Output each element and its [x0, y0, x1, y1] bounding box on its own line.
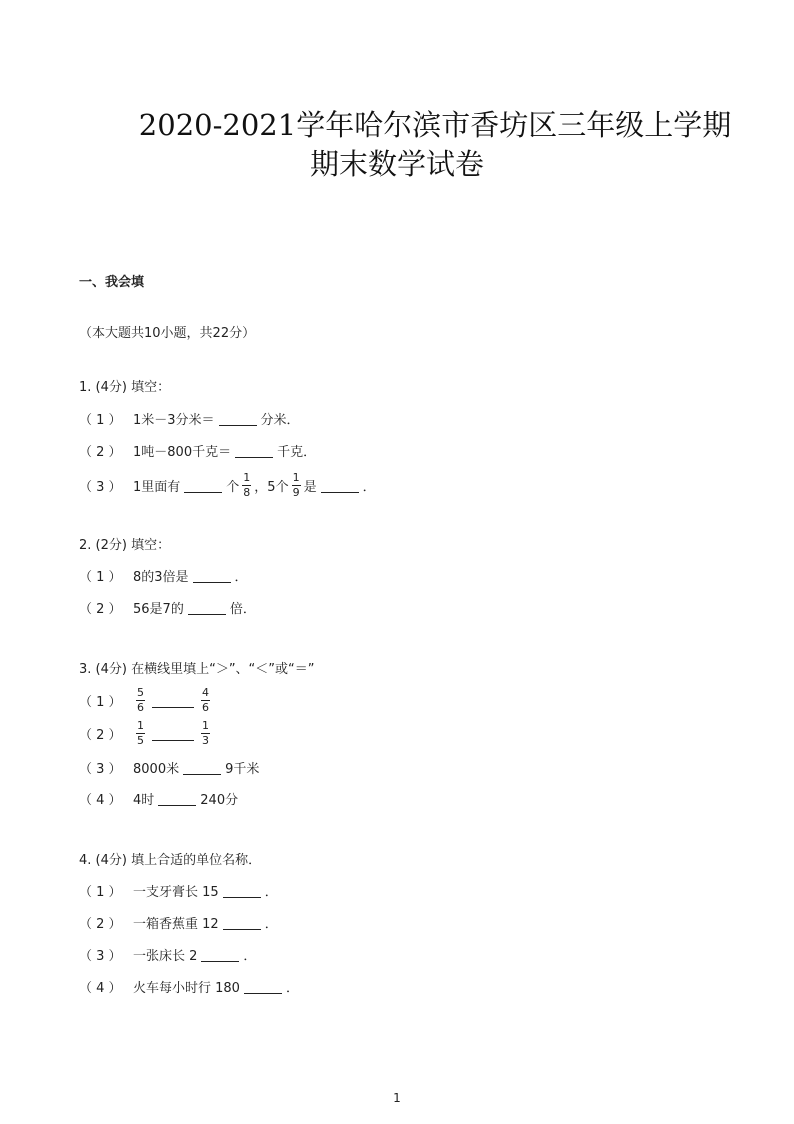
item-index: （ 4 ） [79, 792, 122, 808]
question-4-item-1 [79, 878, 278, 902]
item-text: 个 [226, 479, 240, 495]
item-text: 一箱香蕉重 12 [133, 916, 219, 932]
page-number: 1 [393, 1091, 401, 1105]
item-text: 4时 [133, 792, 155, 808]
answer-blank[interactable] [244, 979, 282, 994]
question-3-title: 3. (4分) 在横线里填上“＞”、“＜”或“＝” [79, 662, 315, 677]
fraction-numerator: 1 [137, 718, 144, 732]
exam-title-line2: 期末数学试卷 [309, 147, 484, 181]
fraction-denominator: 3 [202, 733, 209, 747]
question-2-item-2 [79, 595, 256, 619]
answer-blank[interactable] [219, 411, 257, 426]
item-text: 1吨－800千克＝ [133, 444, 232, 460]
question-3-item-1 [79, 684, 213, 716]
question-3-item-3 [79, 755, 259, 779]
item-text: 分米． [260, 412, 300, 428]
item-index: （ 1 ） [79, 412, 122, 428]
answer-blank[interactable] [158, 791, 196, 806]
fraction-denominator: 8 [243, 485, 251, 499]
answer-blank[interactable] [201, 947, 239, 962]
item-index: （ 1 ） [79, 694, 122, 710]
item-text: 一张床长 2 [133, 948, 198, 964]
item-text: ． [285, 980, 299, 996]
fraction [292, 472, 301, 499]
item-index: （ 2 ） [79, 601, 122, 617]
question-4-title: 4. (4分) 填上合适的单位名称． [79, 853, 262, 868]
item-text: 倍． [229, 601, 256, 617]
answer-blank[interactable] [152, 726, 194, 741]
fraction-denominator: 6 [202, 700, 209, 714]
fraction-numerator: 1 [243, 470, 251, 484]
item-text: 是 [303, 479, 317, 495]
item-text: 一支牙膏长 15 [133, 884, 219, 900]
item-text: ． [264, 884, 278, 900]
item-index: （ 2 ） [79, 727, 122, 743]
item-text: 8的3倍是 [133, 569, 189, 585]
answer-blank[interactable] [152, 693, 194, 708]
item-text: 1米－3分米＝ [133, 412, 215, 428]
item-text: ． [243, 948, 257, 964]
fraction [201, 687, 210, 714]
fraction [136, 687, 145, 714]
item-text: ． [264, 916, 278, 932]
item-index: （ 2 ） [79, 444, 122, 460]
question-2-item-1 [79, 563, 248, 587]
question-4-item-3 [79, 942, 256, 966]
exam-title-line1: 2020-2021学年哈尔滨市香坊区三年级上学期 [138, 108, 732, 142]
question-3-item-2 [79, 717, 213, 749]
question-1-item-3 [79, 470, 376, 500]
item-index: （ 4 ） [79, 980, 122, 996]
item-text: ． [362, 479, 376, 495]
fraction-denominator: 5 [137, 733, 144, 747]
item-text: ． [234, 569, 248, 585]
item-index: （ 1 ） [79, 884, 122, 900]
fraction-numerator: 5 [137, 685, 144, 699]
item-text: 240分 [200, 792, 239, 808]
answer-blank[interactable] [183, 760, 221, 775]
question-4-item-4 [79, 974, 299, 998]
fraction [201, 720, 210, 747]
item-index: （ 3 ） [79, 948, 122, 964]
item-text: 8000米 [133, 761, 180, 777]
answer-blank[interactable] [223, 883, 261, 898]
item-text: 9千米 [225, 761, 260, 777]
item-index: （ 1 ） [79, 569, 122, 585]
item-index: （ 2 ） [79, 916, 122, 932]
answer-blank[interactable] [235, 443, 273, 458]
fraction-numerator: 1 [202, 718, 209, 732]
question-2-title: 2. (2分) 填空： [79, 538, 171, 553]
question-4-item-2 [79, 910, 278, 934]
answer-blank[interactable] [193, 568, 231, 583]
question-1-item-2 [79, 438, 316, 462]
item-text: 千克． [277, 444, 317, 460]
fraction-denominator: 9 [292, 485, 300, 499]
fraction-numerator: 1 [292, 470, 300, 484]
fraction [242, 472, 251, 499]
item-text: 56是7的 [133, 601, 184, 617]
question-1-item-1 [79, 406, 300, 430]
answer-blank[interactable] [188, 600, 226, 615]
answer-blank[interactable] [321, 478, 359, 493]
item-text: 火车每小时行 180 [133, 980, 240, 996]
item-index: （ 3 ） [79, 479, 122, 495]
section-note: （本大题共10小题，共22分） [79, 326, 256, 341]
question-1-title: 1. (4分) 填空： [79, 380, 171, 395]
fraction [136, 720, 145, 747]
question-3-item-4 [79, 786, 238, 810]
item-text: 1里面有 [133, 479, 181, 495]
answer-blank[interactable] [184, 478, 222, 493]
fraction-numerator: 4 [202, 685, 209, 699]
fraction-denominator: 6 [137, 700, 144, 714]
item-text: ，5个 [254, 479, 289, 495]
section-heading: 一、我会填 [79, 275, 145, 290]
answer-blank[interactable] [223, 915, 261, 930]
item-index: （ 3 ） [79, 761, 122, 777]
